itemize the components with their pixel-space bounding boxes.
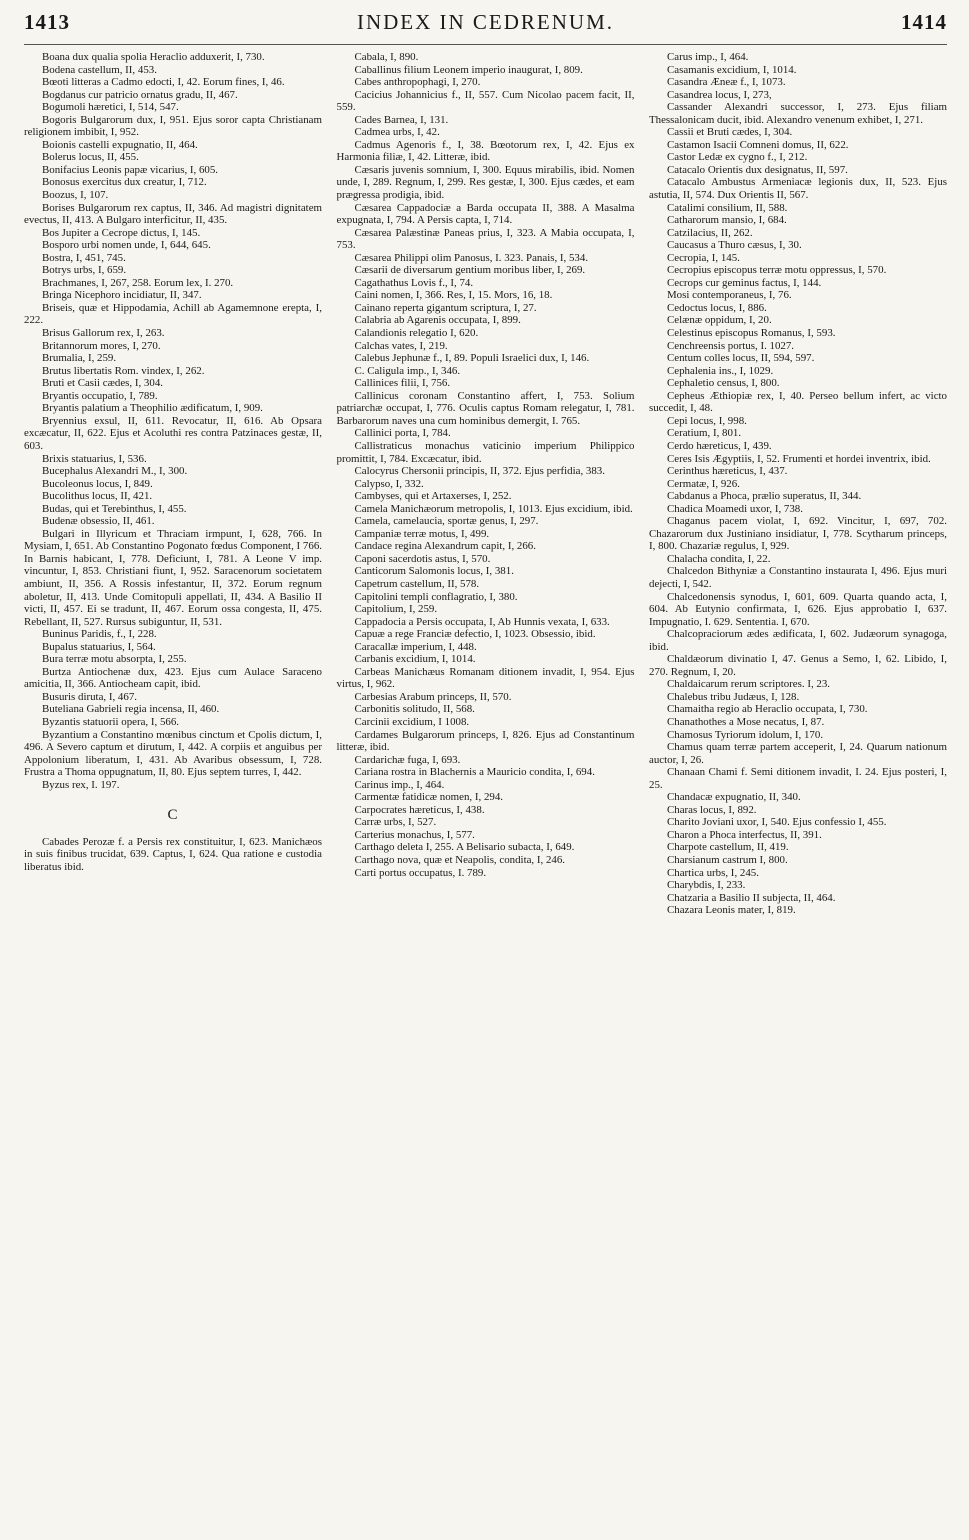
index-entry: Cassii et Bruti cædes, I, 304.: [667, 126, 793, 139]
index-entry: Brachmanes, I, 267, 258. Eorum lex, I. 270.: [42, 276, 234, 289]
index-entry: Cecrops cur geminus factus, I, 144.: [667, 276, 822, 289]
index-entry: Caracallæ imperium, I, 448.: [354, 640, 477, 653]
index-entry: Cenchreensis portus, I. 1027.: [667, 339, 795, 352]
index-entry: Boionis castelli expugnatio, II, 464.: [42, 138, 198, 151]
right-page-number: 1414: [900, 10, 947, 34]
index-entry: Byzus rex, I. 197.: [42, 778, 120, 791]
index-entry: Chandacæ expugnatio, II, 340.: [667, 791, 801, 804]
index-entry: Bosporo urbi nomen unde, I, 644, 645.: [42, 239, 211, 252]
index-entry: Chalacha condita, I, 22.: [667, 552, 771, 565]
index-entry: Carthago deleta I, 255. A Belisario subacta, I, 649.: [354, 841, 575, 854]
index-entry: C. Caligula imp., I, 346.: [354, 364, 461, 377]
index-entry: Charpote castellum, II, 419.: [667, 841, 789, 854]
index-entry: Bogoris Bulgarorum dux, I, 951. Ejus soror capta Christianam religionem imbibit, I, 952.: [24, 113, 322, 139]
index-entry: Caini nomen, I, 366. Res, I, 15. Mors, 16, 18.: [354, 289, 553, 302]
index-entry: Carmentæ fatidicæ nomen, I, 294.: [354, 791, 504, 804]
index-entry: Borises Bulgarorum rex captus, II, 346. Ad magistri dignitatem evectus, II, 413. A Bulgaro interficitur, II, 435.: [24, 201, 322, 227]
index-entry: Calchas vates, I, 219.: [354, 339, 448, 352]
index-entry: Bryennius exsul, II, 611. Revocatur, II, 616. Ab Opsara excæcatur, II, 622. Ejus et Acoluthi res contra Patzinaces gestæ, II, 603.: [24, 414, 322, 452]
index-entry: Chanathothes a Mose necatus, I, 87.: [667, 715, 825, 728]
index-entry: Cecropia, I, 145.: [667, 251, 740, 264]
index-entry: Castamon Isacii Comneni domus, II, 622.: [667, 138, 849, 151]
index-entry: Cephaletio census, I, 800.: [667, 377, 780, 390]
index-entry: Brutus libertatis Rom. vindex, I, 262.: [42, 364, 205, 377]
index-entry: Capitolini templi conflagratio, I, 380.: [354, 590, 518, 603]
index-entry: Carinus imp., I, 464.: [354, 778, 445, 791]
index-entry: Cecropius episcopus terræ motu oppressus, I, 570.: [667, 264, 887, 277]
index-entry: Cadmus Agenoris f., I, 38. Bœotorum rex, I, 42. Ejus ex Harmonia filiæ, I, 42. Litteræ, ibid.: [336, 138, 635, 164]
index-entry: Camela, camelaucia, sportæ genus, I, 297.: [354, 515, 539, 528]
index-entry: Casandra Æneæ f., I, 1073.: [667, 76, 786, 89]
index-entry: Ceratium, I, 801.: [667, 427, 742, 440]
index-entry: Cabdanus a Phoca, prælio superatus, II, 344.: [667, 490, 862, 503]
index-entry: Casandrea locus, I, 273,: [667, 88, 772, 101]
index-columns: [24, 51, 947, 917]
index-entry: Bura terræ motu absorpta, I, 255.: [42, 653, 187, 666]
index-entry: Callinices filii, I, 756.: [354, 377, 451, 390]
index-entry: Catalimi consilium, II, 588.: [667, 201, 788, 214]
index-entry: Briseis, quæ et Hippodamia, Achill ab Agamemnone erepta, I, 222.: [24, 301, 322, 327]
index-entry: Calocyrus Chersonii principis, II, 372. Ejus perfidia, 383.: [354, 465, 605, 478]
index-entry: Chaldæorum divinatio I, 47. Genus a Semo, I, 62. Libido, I, 270. Regnum, I, 20.: [649, 653, 947, 678]
index-entry: Cepheus Æthiopiæ rex, I, 40. Perseo bellum infert, ac victo succedit, I, 48.: [649, 389, 947, 415]
index-entry: Bonifacius Leonis papæ vicarius, I, 605.: [42, 163, 219, 176]
index-entry: Carti portus occupatus, I. 789.: [354, 866, 487, 879]
index-entry: Bringa Nicephoro incidiatur, II, 347.: [42, 289, 202, 302]
index-entry: Cæsarea Philippi olim Panosus, I. 323. Panais, I, 534.: [354, 251, 589, 264]
index-entry: Cagathathus Lovis f., I, 74.: [354, 276, 474, 289]
index-entry: Chalebus tribu Judæus, I, 128.: [667, 690, 800, 703]
index-entry: Bolerus locus, II, 455.: [42, 151, 139, 164]
index-entry: Cadmea urbs, I, 42.: [354, 126, 440, 139]
index-entry: Chamaitha regio ab Heraclio occupata, I, 730.: [667, 703, 868, 716]
index-entry: Canticorum Salomonis locus, I, 381.: [354, 565, 514, 578]
index-entry: Cæsaris juvenis somnium, I, 300. Equus mirabilis, ibid. Nomen unde, I, 289. Regnum, I, 299. Res gestæ, I, 300. Ejus cædes, et eam prægressa prodigia, ibid.: [336, 163, 635, 202]
index-entry: Charas locus, I, 892.: [667, 803, 757, 816]
index-entry: Casamanis excidium, I, 1014.: [667, 63, 797, 76]
index-entry: Bupalus statuarius, I, 564.: [42, 640, 156, 653]
index-entry: Budas, qui et Terebinthus, I, 455.: [42, 502, 187, 515]
index-entry: Carbanis excidium, I, 1014.: [354, 653, 476, 666]
index-entry: Caucasus a Thuro cæsus, I, 30.: [667, 239, 802, 252]
index-entry: Bonosus exercitus dux creatur, I, 712.: [42, 176, 207, 189]
index-entry: Callinici porta, I, 784.: [354, 427, 451, 440]
index-entry: Celænæ oppidum, I, 20.: [667, 314, 772, 327]
index-entry: Ceres Isis Ægyptiis, I, 52. Frumenti et hordei inventrix, ibid.: [667, 452, 931, 465]
index-entry: Calabria ab Agarenis occupata, I, 899.: [354, 314, 521, 327]
index-entry: Budenæ obsessio, II, 461.: [42, 515, 155, 528]
index-entry: Bogumoli hæretici, I, 514, 547.: [42, 101, 179, 114]
index-entry: Byzantium a Constantino mœnibus cinctum et Cpolis dictum, I, 496. A Severo captum et dirutum, I, 442. A corpiis et anguibus per Appolonium liberatum, I, 431. Ab Avaribus obsessum, I, 728. Frustra a Thoma oppugnatum, II, 80. Ejus septem turres, I, 442.: [24, 728, 322, 779]
index-entry: Carræ urbs, I, 527.: [354, 816, 437, 829]
index-entry: Caponi sacerdotis astus, I, 570.: [354, 552, 491, 565]
page-header: [24, 10, 947, 45]
index-entry: Cæsarii de diversarum gentium moribus liber, I, 269.: [354, 264, 586, 277]
index-entry: Cambyses, qui et Artaxerses, I, 252.: [354, 490, 512, 503]
index-entry: Mosi contemporaneus, I, 76.: [667, 289, 792, 302]
index-entry: Cepi locus, I, 998.: [667, 414, 747, 427]
index-entry: Charito Joviani uxor, I, 540. Ejus confessio I, 455.: [667, 816, 887, 829]
index-entry: Callistraticus monachus vaticinio imperium Philippico promittit, I, 784. Excæcatur, ibid.: [336, 439, 635, 465]
index-entry: Cabes anthropophagi, I, 270.: [354, 76, 481, 89]
index-entry: Chalcedonensis synodus, I, 601, 609. Quarta quando acta, I, 604. Ab Eutynio confirmata, I, 626. Ejus approbatio I, 637. Impugnatio, I. 629. Sententia. I, 670.: [649, 590, 947, 628]
index-entry: Catharorum mansio, I, 684.: [667, 214, 787, 227]
index-entry: Bodena castellum, II, 453.: [42, 63, 157, 76]
index-entry: Celestinus episcopus Romanus, I, 593.: [667, 327, 836, 340]
column-3: [649, 51, 947, 917]
index-entry: Brisus Gallorum rex, I, 263.: [42, 327, 165, 340]
index-entry: Candace regina Alexandrum capit, I, 266.: [354, 540, 536, 553]
index-entry: Cerdo hæreticus, I, 439.: [667, 439, 772, 452]
index-entry: Cassander Alexandri successor, I, 273. Ejus filiam Thessalonicam ducit, ibid. Alexandro venenum exhibet, I, 271.: [649, 101, 947, 126]
index-entry: Chanaan Chami f. Semi ditionem invadit, I. 24. Ejus posteri, I, 25.: [649, 766, 947, 791]
index-entry: Charsianum castrum I, 800.: [667, 854, 788, 866]
index-entry: Calebus Jephunæ f., I, 89. Populi Israelici dux, I, 146.: [354, 352, 590, 365]
index-entry: Britannorum mores, I, 270.: [42, 339, 161, 352]
index-entry: Cappadocia a Persis occupata, I, Ab Hunnis vexata, I, 633.: [354, 615, 610, 628]
section-letter: C: [167, 807, 179, 824]
index-entry: Botrys urbs, I, 659.: [42, 264, 127, 277]
index-entry: Capitolium, I, 259.: [354, 603, 438, 616]
index-entry: Centum colles locus, II, 594, 597.: [667, 352, 815, 365]
index-entry: Bucoleonus locus, I, 849.: [42, 477, 153, 490]
index-entry: Bogdanus cur patricio ornatus gradu, II, 467.: [42, 88, 238, 101]
index-entry: Cephalenia ins., I, 1029.: [667, 364, 774, 377]
index-entry: Carterius monachus, I, 577.: [354, 828, 475, 841]
index-entry: Boana dux qualia spolia Heraclio adduxerit, I, 730.: [42, 51, 265, 63]
index-entry: Campaniæ terræ motus, I, 499.: [354, 527, 490, 540]
index-entry: Bos Jupiter a Cecrope dictus, I, 145.: [42, 226, 201, 239]
index-entry: Carbesias Arabum princeps, II, 570.: [354, 690, 512, 703]
index-entry: Castor Ledæ ex cygno f., I, 212.: [667, 151, 808, 164]
index-entry: Chalcopraciorum ædes ædificata, I, 602. Judæorum synagoga, ibid.: [649, 628, 947, 653]
index-entry: Cerinthus hæreticus, I, 437.: [667, 465, 788, 478]
index-entry: Carbeas Manichæus Romanam ditionem invadit, I, 954. Ejus virtus, I, 962.: [336, 665, 635, 691]
index-entry: Cariana rostra in Blachernis a Mauricio condita, I, 694.: [354, 766, 595, 779]
index-entry: Busuris diruta, I, 467.: [42, 690, 137, 703]
index-entry: Cades Barnea, I, 131.: [354, 113, 449, 126]
index-entry: Chamosus Tyriorum idolum, I, 170.: [667, 728, 824, 741]
index-entry: Catacalo Ambustus Armeniacæ legionis dux, II, 523. Ejus astutia, II, 574. Dux Orientis II, 567.: [649, 176, 947, 202]
index-entry: Carthago nova, quæ et Neapolis, condita, I, 246.: [354, 854, 566, 866]
index-entry: Bryantis occupatio, I, 789.: [42, 389, 158, 402]
index-entry: Bryantis palatium a Theophilio ædificatum, I, 909.: [42, 402, 263, 415]
index-entry: Capetrum castellum, II, 578.: [354, 577, 480, 590]
index-entry: Callinicus coronam Constantino affert, I, 753. Solium patriarchæ occupat, I, 776. Oculis captus Romam relegatur, I, 781. Barbarorum naves una cum hominibus demergit, I. 765.: [336, 389, 635, 427]
index-entry: Capuæ a rege Franciæ defectio, I, 1023. Obsessio, ibid.: [354, 628, 596, 641]
index-entry: Chazara Leonis mater, I, 819.: [667, 904, 796, 917]
index-entry: Charon a Phoca interfectus, II, 391.: [667, 828, 822, 841]
index-entry: Carpocrates hæreticus, I, 438.: [354, 803, 485, 816]
index-entry: Chalcedon Bithyniæ a Constantino instaurata I, 496. Ejus muri dejecti, I, 542.: [649, 565, 947, 590]
index-entry: Chartica urbs, I, 245.: [667, 866, 759, 879]
index-entry: Cainano reperta gigantum scriptura, I, 27.: [354, 301, 537, 314]
index-entry: Cæsarea Cappadociæ a Barda occupata II, 388. A Masalma expugnata, I, 794. A Persis capta, I, 714.: [336, 201, 635, 227]
index-entry: Calypso, I, 332.: [354, 477, 424, 490]
index-entry: Buninus Paridis, f., I, 228.: [42, 628, 157, 641]
index-entry: Byzantis statuorii opera, I, 566.: [42, 715, 180, 728]
index-entry: Cabala, I, 890.: [354, 51, 419, 63]
column-1: [24, 51, 322, 917]
index-entry: Cardarichæ fuga, I, 693.: [354, 753, 461, 766]
index-entry: Bucolithus locus, II, 421.: [42, 490, 153, 503]
index-entry: Carus imp., I, 464.: [667, 51, 749, 63]
index-entry: Bulgari in Illyricum et Thraciam irmpunt, I, 628, 766. In Mysiam, I, 651. Ab Constantino Pogonato fœdus Component, I 766. In Barnis habicant, I, 778. Deficiunt, I, 781. A Leone V imp. vincuntur, I, 853. Christiani fiunt, I, 952. Saracenorum societatem ambiunt, II, 356. A Rossis infestantur, II, 372. Eorum regnum aboletur, II, 413. Unde Comitopuli appellati, II, 434. A Basilio II victi, II, 457. Ei se tradunt, II, 467. Eorum ossa congesta, II, 475. Rebellant, II, 527. Rursus subiguntur, II, 531.: [24, 527, 322, 628]
index-entry: Bruti et Casii cædes, I, 304.: [42, 377, 163, 390]
index-entry: Cacicius Johannicius f., II, 557. Cum Nicolao pacem facit, II, 559.: [336, 88, 635, 114]
index-entry: Bucephalus Alexandri M., I, 300.: [42, 465, 188, 478]
index-entry: Buteliana Gabrieli regia incensa, II, 460.: [42, 703, 220, 716]
left-page-number: 1413: [24, 10, 70, 34]
index-entry: Cæsarea Palæstinæ Paneas prius, I, 323. A Mabia occupata, I, 753.: [336, 226, 635, 252]
index-entry: Caballinus filium Leonem imperio inaugurat, I, 809.: [354, 63, 583, 76]
index-entry: Burtza Antiochenæ dux, 423. Ejus cum Aulace Saraceno amicitia, II, 366. Antiocheam capit, ibid.: [24, 665, 322, 691]
index-entry: Catzilacius, II, 262.: [667, 226, 753, 239]
index-entry: Cermatæ, I, 926.: [667, 477, 740, 490]
index-entry: Catacalo Orientis dux designatus, II, 597.: [667, 163, 848, 176]
index-entry: Camela Manichæorum metropolis, I, 1013. Ejus excidium, ibid.: [354, 502, 633, 515]
page-title: INDEX IN CEDRENUM.: [356, 10, 615, 34]
index-entry: Chadica Moamedi uxor, I, 738.: [667, 502, 803, 515]
index-entry: Chaganus pacem violat, I, 692. Vincitur, I, 697, 702. Chazarorum dux Justiniano insidiatur, I, 778. Scytharum princeps, I, 800. Chazariæ regulus, I, 929.: [649, 515, 947, 553]
column-2: [337, 51, 635, 917]
index-entry: Charybdis, I, 233.: [667, 879, 746, 892]
index-entry: Calandionis relegatio I, 620.: [354, 327, 479, 340]
index-entry: Cabades Perozæ f. a Persis rex constituitur, I, 623. Manichæos in suis finibus trucidat, 639. Captus, I, 624. Qua ratione e custodia liberatus ibid.: [24, 835, 322, 873]
index-entry: Bœoti litteras a Cadmo edocti, I, 42. Eorum fines, I, 46.: [42, 76, 285, 89]
index-entry: Carbonitis solitudo, II, 568.: [354, 703, 475, 716]
index-entry: Cardames Bulgarorum princeps, I, 826. Ejus ad Constantinum litteræ, ibid.: [336, 728, 635, 754]
index-entry: Cedoctus locus, I, 886.: [667, 301, 767, 314]
index-entry: Carcinii excidium, I 1008.: [354, 715, 470, 728]
index-entry: Brumalia, I, 259.: [42, 352, 117, 365]
index-entry: Boozus, I, 107.: [42, 189, 109, 202]
index-entry: Chaldaicarum rerum scriptores. I, 23.: [667, 678, 831, 691]
index-entry: Brixis statuarius, I, 536.: [42, 452, 147, 465]
index-entry: Chatzaria a Basilio II subjecta, II, 464.: [667, 891, 836, 904]
index-entry: Chamus quam terræ partem acceperit, I, 24. Quarum nationum auctor, I, 26.: [649, 741, 947, 766]
index-entry: Bostra, I, 451, 745.: [42, 251, 126, 264]
